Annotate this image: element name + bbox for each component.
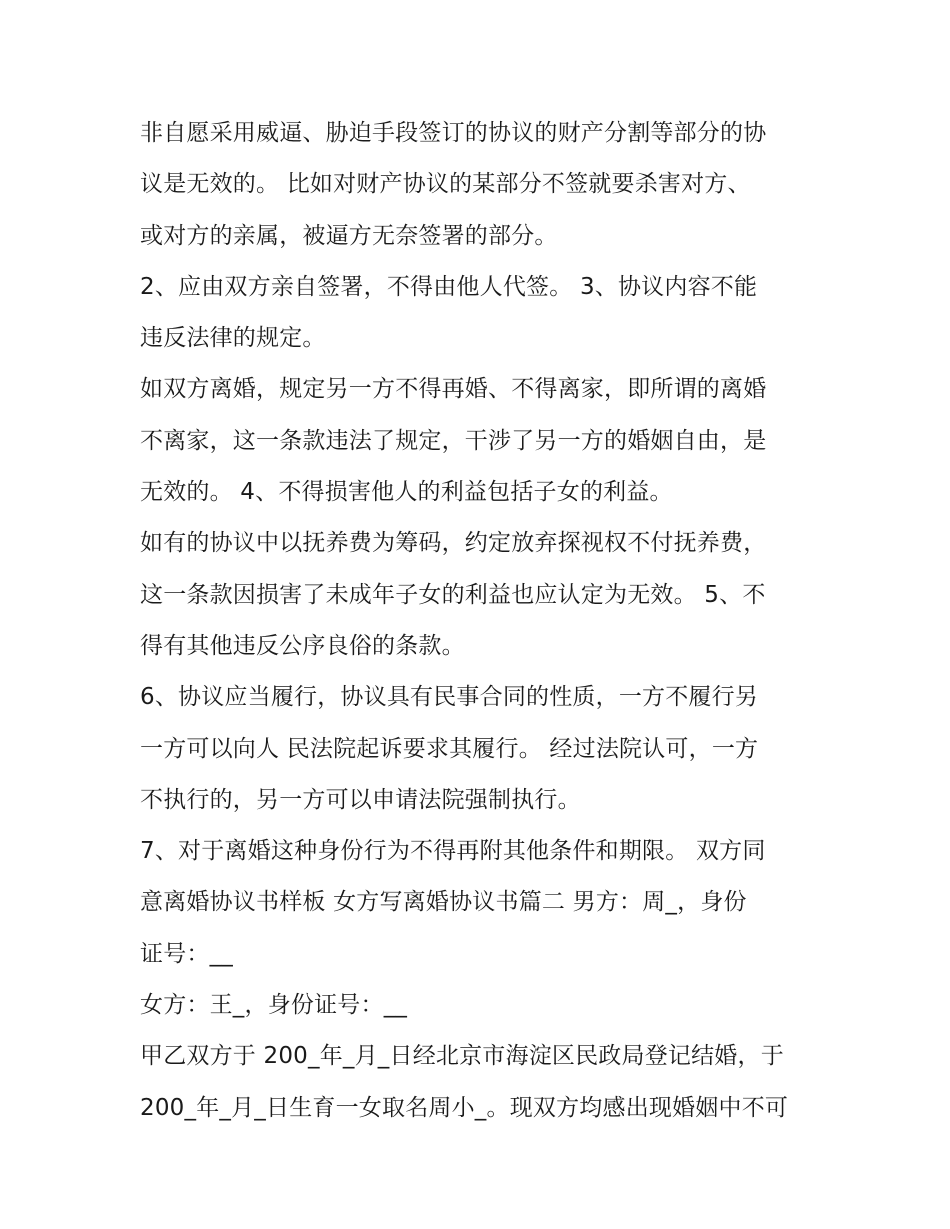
text-line: 女方：王_，身份证号：__ xyxy=(140,992,408,1019)
text-line: 6、协议应当履行，协议具有民事合同的性质，一方不履行另 xyxy=(140,684,759,711)
text-line: 2、应由双方亲自签署，不得由他人代签。 3、协议内容不能 xyxy=(140,273,758,300)
text-line: 这一条款因损害了未成年子女的利益也应认定为无效。 5、不 xyxy=(140,581,766,608)
text-line: 议是无效的。 比如对财产协议的某部分不签就要杀害对方、 xyxy=(140,171,751,198)
text-line: 如有的协议中以抚养费为筹码，约定放弃探视权不付抚养费， xyxy=(140,530,767,557)
document-body xyxy=(140,108,820,1134)
text-line: 一方可以向人 民法院起诉要求其履行。 经过法院认可，一方 xyxy=(140,735,759,762)
text-line: 非自愿采用威逼、胁迫手段签订的协议的财产分割等部分的协 xyxy=(140,120,767,146)
text-line: 违反法律的规定。 xyxy=(140,325,326,352)
text-line: 如双方离婚，规定另一方不得再婚、不得离家，即所谓的离婚 xyxy=(140,376,767,403)
text-line: 7、对于离婚这种身份行为不得再附其他条件和期限。 双方同 xyxy=(140,838,766,865)
text-line: 200_年_月_日生育一女取名周小_。现双方均感出现婚姻中不可 xyxy=(140,1094,789,1121)
text-line: 无效的。 4、不得损害他人的利益包括子女的利益。 xyxy=(140,479,673,506)
text-line: 证号：__ xyxy=(140,940,233,967)
text-line: 得有其他违反公序良俗的条款。 xyxy=(140,632,465,659)
text-line: 或对方的亲属，被逼方无奈签署的部分。 xyxy=(140,222,558,249)
text-line: 不离家，这一条款违法了规定，干涉了另一方的婚姻自由，是 xyxy=(140,427,767,454)
text-line: 不执行的，另一方可以申请法院强制执行。 xyxy=(140,786,581,813)
text-line: 甲乙双方于 200_年_月_日经北京市海淀区民政局登记结婚，于 xyxy=(140,1043,784,1070)
text-line: 意离婚协议书样板 女方写离婚协议书篇二 男方：周_，身份 xyxy=(140,889,747,916)
